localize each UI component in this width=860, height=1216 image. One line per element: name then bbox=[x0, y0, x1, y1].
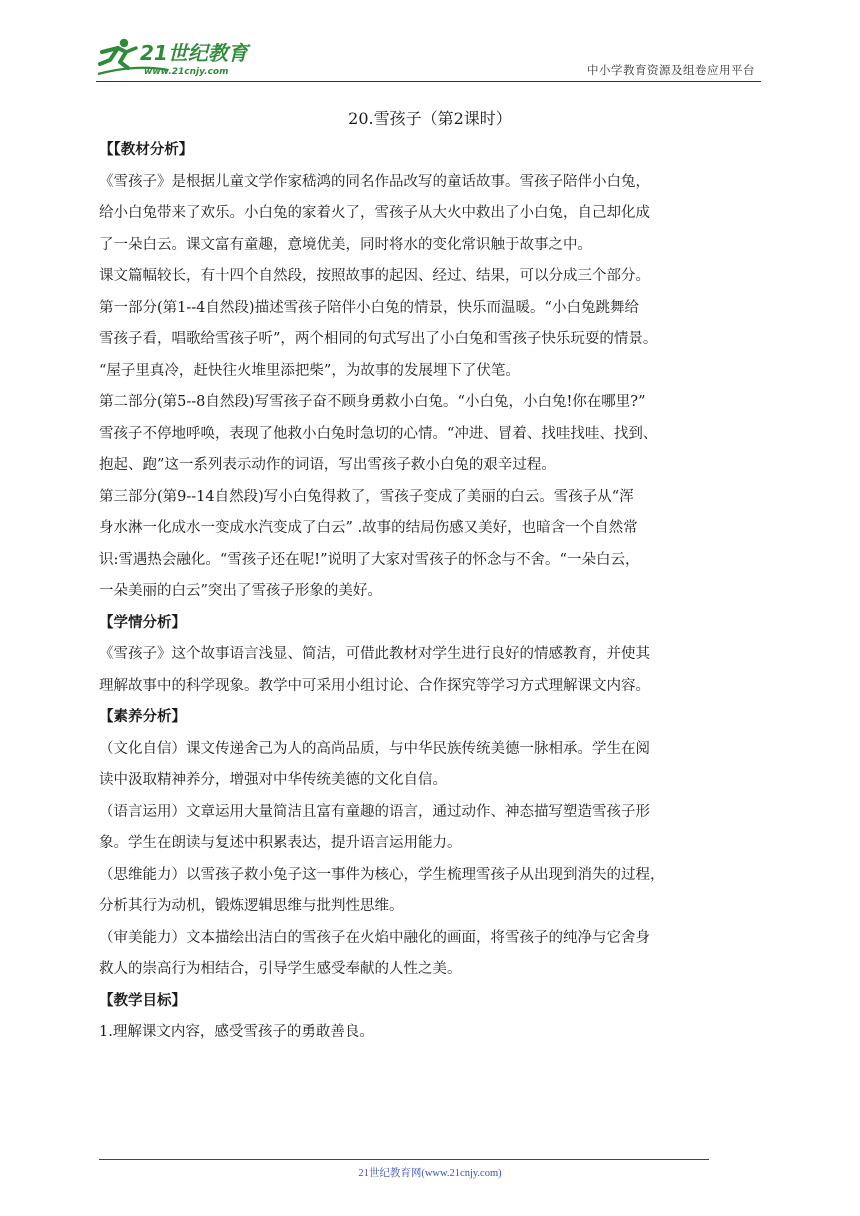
section-textbook-analysis bbox=[99, 135, 761, 608]
page-header bbox=[96, 30, 761, 82]
site-logo bbox=[96, 34, 266, 80]
footer-divider bbox=[99, 1159, 709, 1160]
paragraph: 《雪孩子》这个故事语言浅显、简洁，可借此教材对学生进行良好的情感教育，并使其 理解故事中的科学现象。教学中可采用小组讨论、合作探究等学习方式理解课文内容。 bbox=[99, 646, 650, 694]
section-heading: 【教学目标】 bbox=[99, 992, 186, 1009]
header-divider bbox=[96, 81, 761, 82]
footer-link[interactable]: 21世纪教育网(www.21cnjy.com) bbox=[358, 1168, 502, 1179]
paragraph: 第一部分(第1--4自然段)描述雪孩子陪伴小白兔的情景，快乐而温暖。“小白兔跳舞给 雪孩子看，唱歌给雪孩子听”，两个相同的句式写出了小白兔和雪孩子快乐玩耍的情景。 “屋子里真冷，赶快往火堆里添把柴”，为故事的发展埋下了伏笔。 bbox=[99, 299, 658, 379]
runner-logo-icon bbox=[96, 34, 266, 80]
section-student-analysis bbox=[99, 608, 761, 703]
paragraph: 1.理解课文内容，感受雪孩子的勇敢善良。 bbox=[99, 1024, 374, 1040]
document-title: 20.雪孩子（第2课时） bbox=[348, 109, 512, 128]
svg-text:21世纪教育: 21世纪教育 bbox=[140, 41, 248, 65]
paragraph: （文化自信）课文传递舍己为人的高尚品质，与中华民族传统美德一脉相承。学生在阅 读中汲取精神养分，增强对中华传统美德的文化自信。 bbox=[99, 740, 650, 788]
paragraph: （语言运用）文章运用大量简洁且富有童趣的语言，通过动作、神态描写塑造雪孩子形 象。学生在朗读与复述中积累表达，提升语言运用能力。 bbox=[99, 803, 650, 851]
section-teaching-goals bbox=[99, 986, 761, 1049]
section-literacy-analysis bbox=[99, 702, 761, 986]
document-body bbox=[99, 103, 761, 1049]
section-heading: 【素养分析】 bbox=[99, 709, 186, 725]
section-heading: 【【教材分析】 bbox=[99, 142, 194, 158]
section-heading: 【学情分析】 bbox=[99, 614, 186, 631]
platform-name: 中小学教育资源及组卷应用平台 bbox=[587, 63, 755, 77]
svg-text:www.21cnjy.com: www.21cnjy.com bbox=[144, 67, 229, 77]
paragraph: （思维能力）以雪孩子救小兔子这一事件为核心，学生梳理雪孩子从出现到消失的过程， 分析其行为动机，锻炼逻辑思维与批判性思维。 bbox=[99, 866, 665, 914]
paragraph: 《雪孩子》是根据儿童文学作家嵇鸿的同名作品改写的童话故事。雪孩子陪伴小白兔， 给小白兔带来了欢乐。小白兔的家着火了，雪孩子从大火中救出了小白兔，自己却化成 了一朵白云。课文富有童趣，意境优美，同时将水的变化常识触于故事之中。 bbox=[99, 173, 650, 253]
paragraph: 课文篇幅较长，有十四个自然段，按照故事的起因、经过、结果，可以分成三个部分。 bbox=[99, 268, 650, 284]
paragraph: 第二部分(第5--8自然段)写雪孩子奋不顾身勇救小白兔。“小白兔，小白兔!你在哪里?” 雪孩子不停地呼唤，表现了他救小白兔时急切的心情。“冲进、冒着、找哇找哇、找到、 抱起、跑”这一系列表示动作的词语，写出雪孩子救小白兔的艰辛过程。 bbox=[99, 394, 658, 473]
paragraph: （审美能力）文本描绘出洁白的雪孩子在火焰中融化的画面，将雪孩子的纯净与它舍身 救人的崇高行为相结合，引导学生感受奉献的人性之美。 bbox=[99, 929, 650, 977]
paragraph: 第三部分(第9--14自然段)写小白兔得救了，雪孩子变成了美丽的白云。雪孩子从“浑 身水淋一化成水一变成水汽变成了白云” .故事的结局伤感又美好，也暗含一个自然常 识:雪遇热会融化。“雪孩子还在呢!”说明了大家对雪孩子的怀念与不舍。“一朵白云， 一朵美丽的白云”突出了雪孩子形象的美好。 bbox=[99, 488, 640, 599]
